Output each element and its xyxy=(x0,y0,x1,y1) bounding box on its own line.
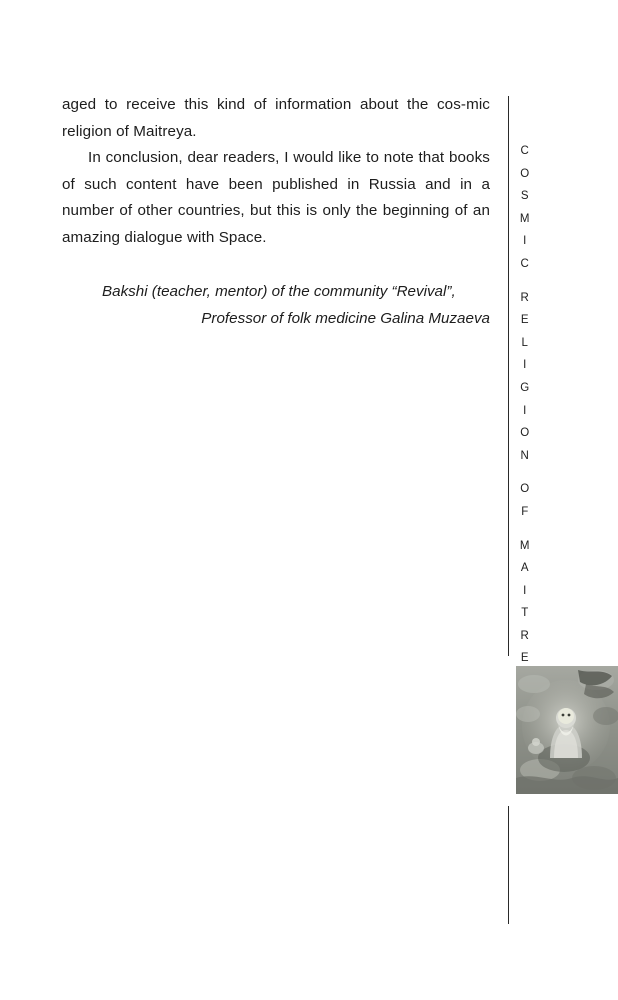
running-head-letter: G xyxy=(520,381,530,394)
running-head-letter: S xyxy=(520,190,530,203)
running-head-letter: A xyxy=(520,562,530,575)
running-head-letter: R xyxy=(520,629,530,642)
running-head-letter: L xyxy=(521,336,529,349)
thumbnail-sage-illustration xyxy=(516,666,618,794)
running-head-letter: I xyxy=(523,584,527,597)
running-head-letter: M xyxy=(519,212,531,225)
running-head-letter: O xyxy=(520,483,530,496)
body-text-column xyxy=(62,92,490,332)
running-head-letter: O xyxy=(520,167,530,180)
running-head-letter: I xyxy=(523,235,527,248)
running-head-letter: C xyxy=(520,145,530,157)
running-head-letter: R xyxy=(520,291,530,304)
running-head-letter: T xyxy=(521,607,529,620)
running-head-letter: E xyxy=(520,652,530,665)
signature-line-2: Professor of folk medicine Galina Muzaeva xyxy=(201,309,490,327)
signature-line-1: Bakshi (teacher, mentor) of the community “Revival”, xyxy=(102,283,456,300)
running-head-letter: C xyxy=(520,257,530,270)
signature-block xyxy=(62,279,490,332)
paragraph-1: aged to receive this kind of information about the cos-mic religion of Maitreya. xyxy=(62,96,490,140)
running-head-letter: I xyxy=(523,404,527,417)
vertical-rule-upper xyxy=(508,96,509,656)
running-head-letter: E xyxy=(520,314,530,327)
running-head-letter: N xyxy=(520,449,530,462)
vertical-rule-lower xyxy=(508,806,509,924)
running-head-letter: I xyxy=(523,359,527,372)
running-head-vertical xyxy=(512,140,538,715)
running-head-letter: O xyxy=(520,427,530,440)
running-head-letter: M xyxy=(519,539,531,552)
paragraph-2: In conclusion, dear readers, I would like to note that books of such content have been published in Russia and in a number of other countries, but this is only the beginning of an amazing dialogue with Space. xyxy=(62,149,490,246)
running-head-letter: F xyxy=(521,505,529,518)
